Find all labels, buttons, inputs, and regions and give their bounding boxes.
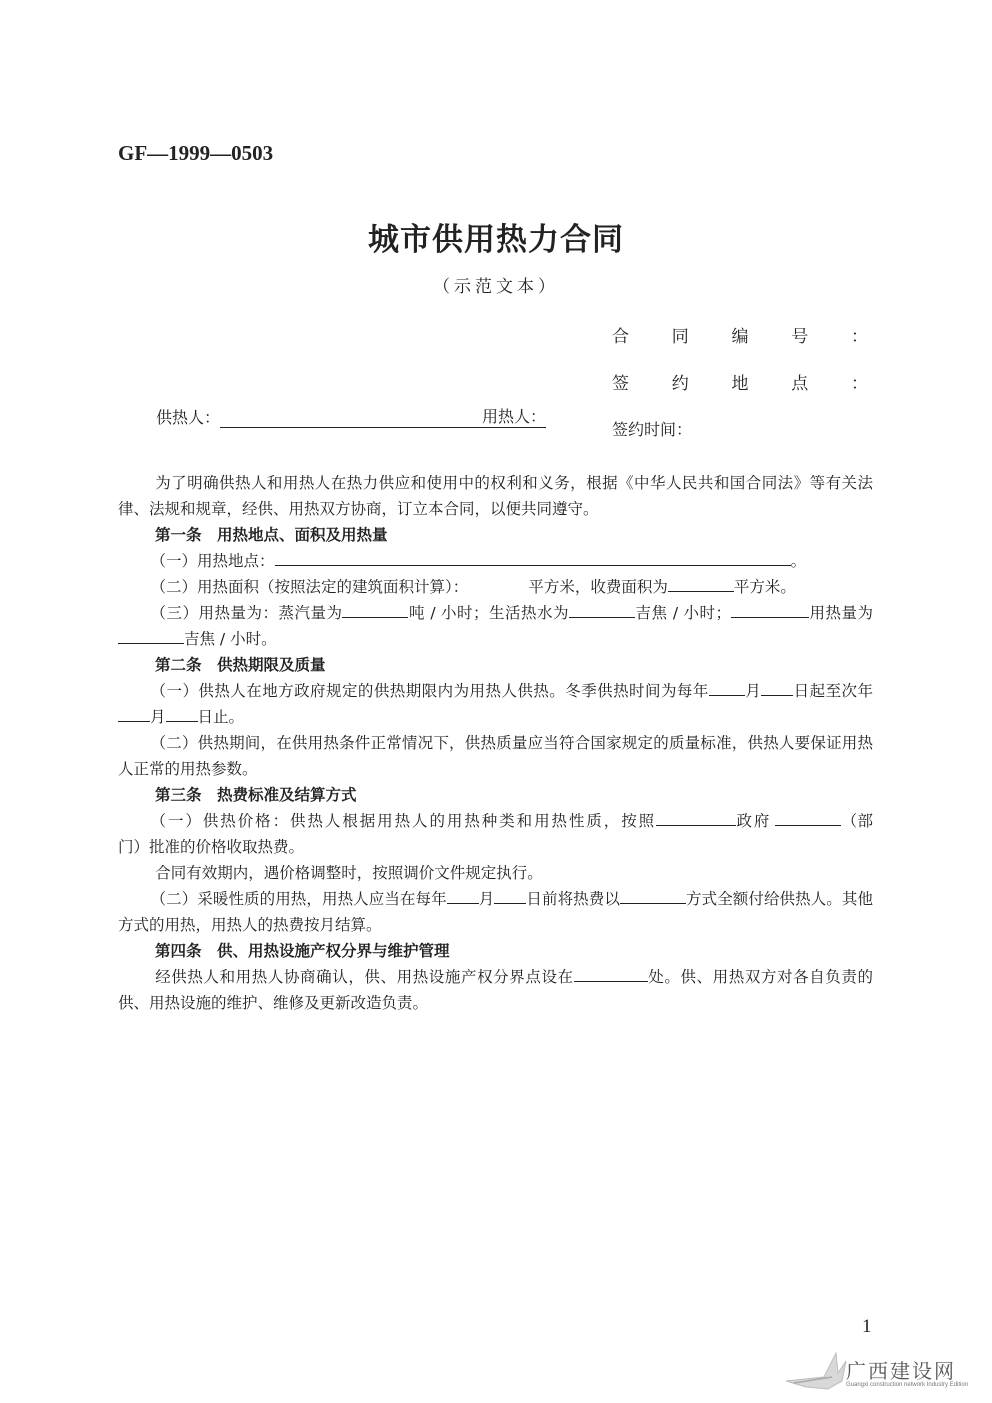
article-1-item-1: （一）用热地点： 。 [150, 552, 807, 570]
parties-line [156, 404, 546, 428]
article-3-item-1: （一）供热价格：供热人根据用热人的用热种类和用热性质，按照 政府 （部门）批准的价格收取热费。 [118, 812, 873, 856]
user-label: 用热人： [482, 404, 546, 428]
contract-number-label: 合 同 编 号 ： [612, 327, 868, 347]
article-2-heading: 第二条 供热期限及质量 [155, 656, 326, 674]
sign-time-label: 签约时间： [612, 420, 693, 439]
article-1-heading: 第一条 用热地点、面积及用热量 [155, 526, 388, 544]
page-number: 1 [862, 1316, 872, 1337]
contract-body [118, 470, 873, 1016]
supplier-label: 供热人： [156, 408, 221, 427]
article-3-note: 合同有效期内，遇价格调整时，按照调价文件规定执行。 [155, 864, 543, 882]
supplier-blank [220, 411, 482, 428]
watermark-site-name: 广西建设网 [846, 1359, 956, 1383]
document-code: GF—1999—0503 [118, 141, 274, 165]
article-1-item-3: （三）用热量为：蒸汽量为 吨 / 小时；生活热水为 吉焦 / 小时； 用热量为吉焦 / 小时。 [118, 600, 873, 652]
sign-place-label: 签 约 地 点 ： [612, 374, 868, 394]
article-2-item-1: （一）供热人在地方政府规定的供热期限内为用热人供热。冬季供热时间为每年 月 日起至次年月 日止。 [118, 678, 873, 730]
article-2-item-2: （二）供热期间，在供用热条件正常情况下，供热质量应当符合国家规定的质量标准，供热人要保证用热人正常的用热参数。 [118, 734, 873, 778]
document-subtitle: （示范文本） [433, 277, 559, 297]
article-4-paragraph: 经供热人和用热人协商确认，供、用热设施产权分界点设在 处。供、用热双方对各自负责的供、用热设施的维护、维修及更新改造负责。 [118, 968, 873, 1012]
article-3-item-2: （二）采暖性质的用热，用热人应当在每年 月 日前将热费以 方式全额付给供热人。其他方式的用热，用热人的热费按月结算。 [118, 890, 873, 934]
article-1-item-2: （二）用热面积（按照法定的建筑面积计算）： 平方米，收费面积为 平方米。 [150, 578, 796, 596]
document-title: 城市供用热力合同 [368, 222, 624, 258]
intro-paragraph: 为了明确供热人和用热人在热力供应和使用中的权利和义务，根据《中华人民共和国合同法》等有关法律、法规和规章，经供、用热双方协商，订立本合同，以便共同遵守。 [118, 474, 873, 518]
watermark-site-subtitle: Guangxi construction network Industry Edition [846, 1382, 969, 1388]
article-4-heading: 第四条 供、用热设施产权分界与维护管理 [155, 942, 450, 960]
article-3-heading: 第三条 热费标准及结算方式 [155, 786, 357, 804]
